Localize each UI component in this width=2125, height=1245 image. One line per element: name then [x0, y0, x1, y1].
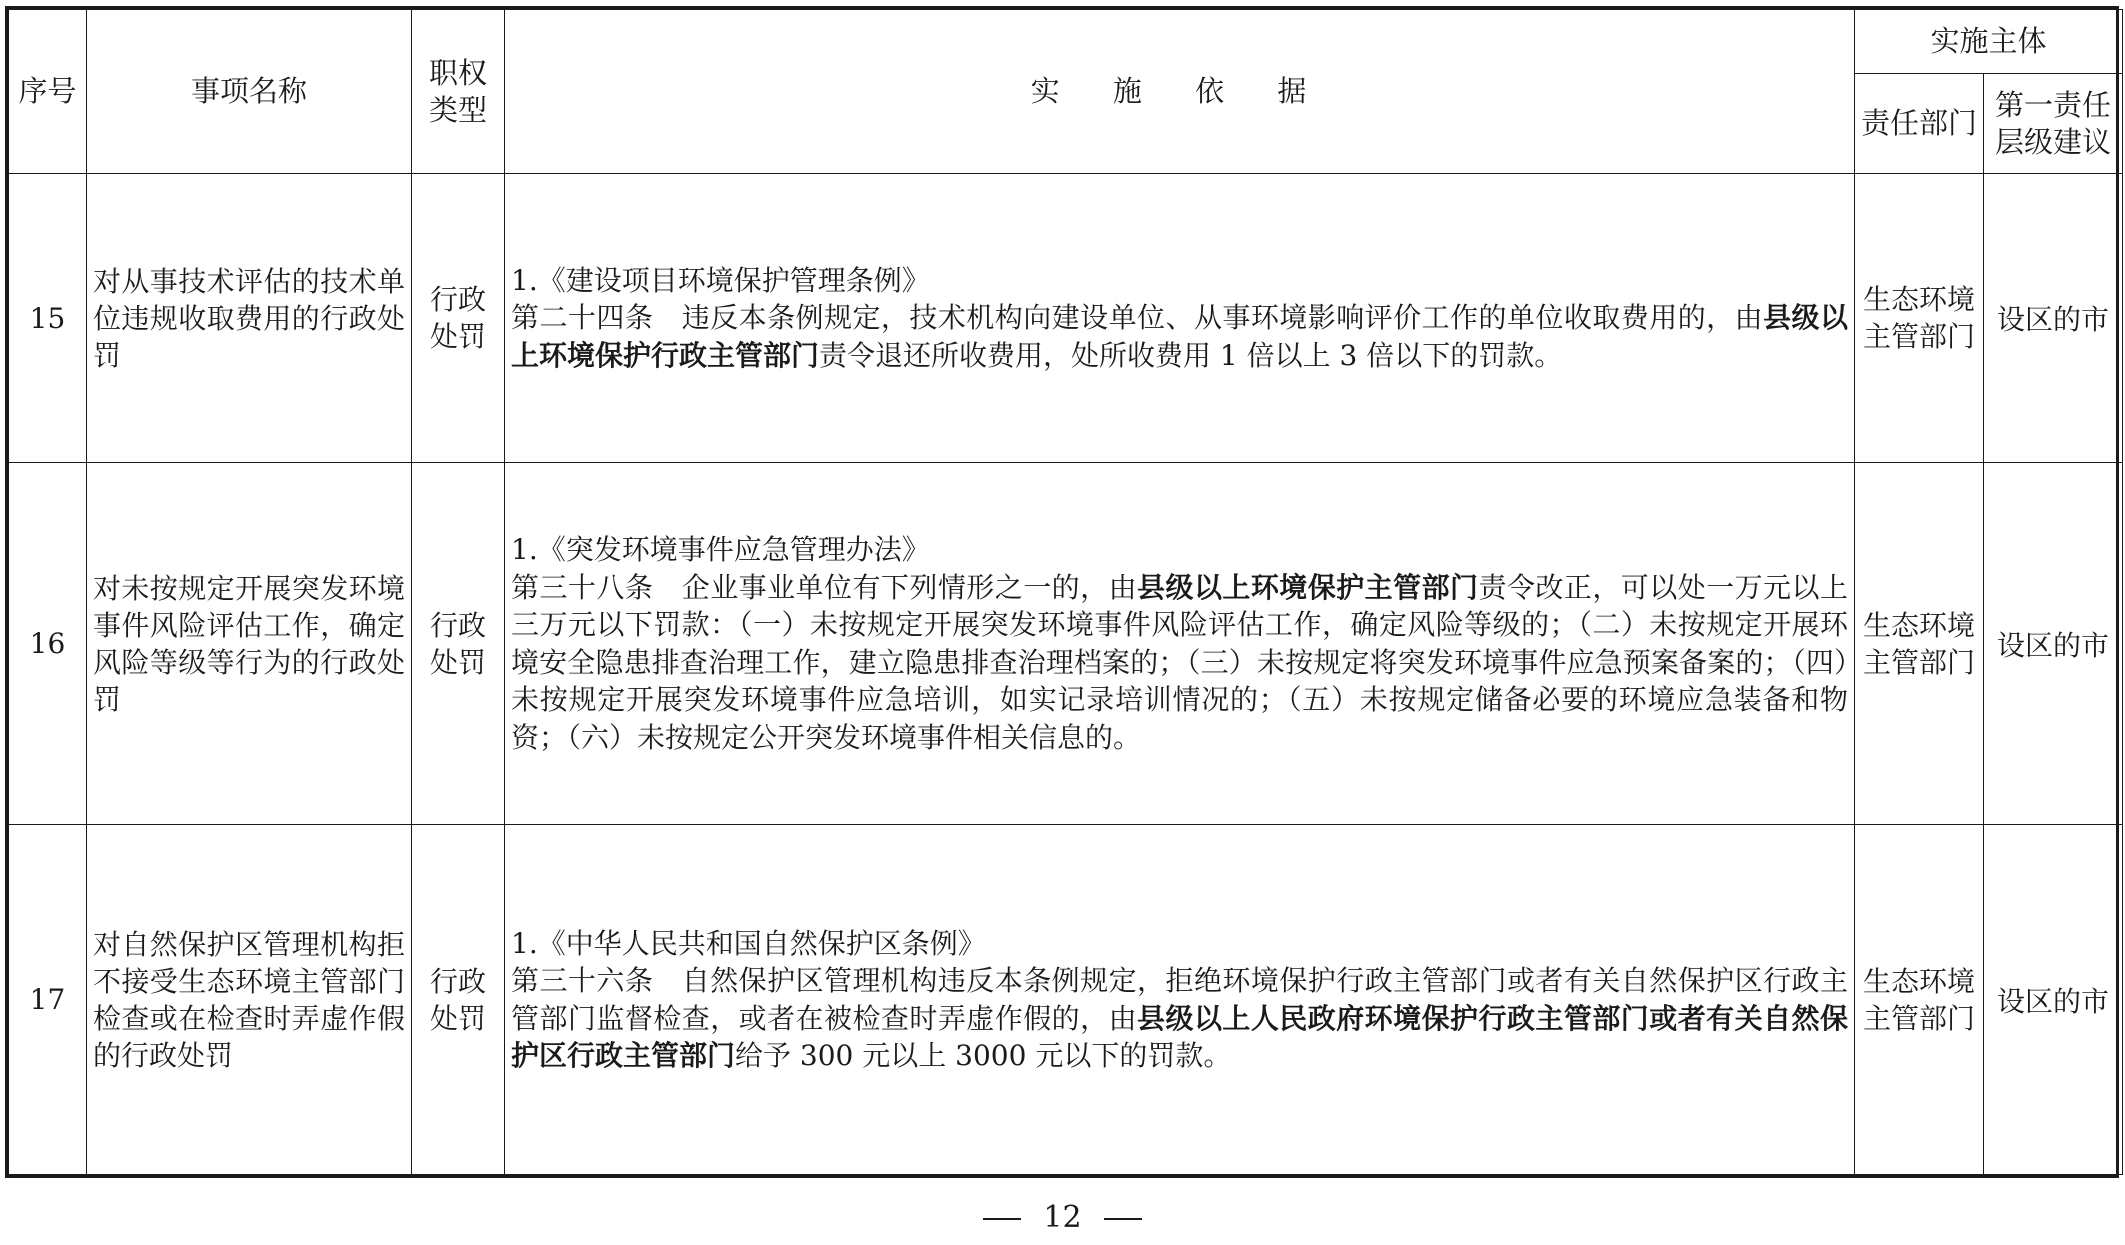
article-authority: 县级以上环境保护主管部门	[1137, 570, 1479, 604]
footer-dash-left	[983, 1218, 1021, 1220]
article-authority: 县级以上人民政府环境保护行政主管部门或者有关自然保护区行政主管部门	[511, 1001, 1848, 1072]
page-number: 12	[1043, 1200, 1082, 1235]
article-text: 第二十四条 违反本条例规定，技术机构向建设单位、从事环境影响评价工作的单位收取费用的，由	[511, 301, 1764, 335]
responsible-dept: 生态环境主管部门	[1855, 463, 1984, 825]
footer-dash-right	[1104, 1218, 1142, 1220]
item-name: 对未按规定开展突发环境事件风险评估工作，确定风险等级等行为的行政处罚	[87, 463, 412, 825]
law-article	[511, 569, 1848, 757]
header-seq: 序号	[9, 10, 87, 174]
table-row	[9, 174, 2123, 463]
responsibility-level: 设区的市	[1984, 825, 2123, 1175]
table-row	[9, 825, 2123, 1175]
header-basis: 实 施 依 据	[505, 10, 1855, 174]
implementation-basis	[505, 825, 1855, 1175]
responsible-dept: 生态环境主管部门	[1855, 825, 1984, 1175]
power-type: 行政处罚	[412, 825, 505, 1175]
header-item-name: 事项名称	[87, 10, 412, 174]
law-title: 1.《中华人民共和国自然保护区条例》	[511, 926, 986, 960]
page-footer	[0, 1200, 2125, 1235]
power-type: 行政处罚	[412, 174, 505, 463]
responsibility-level: 设区的市	[1984, 174, 2123, 463]
header-level: 第一责任层级建议	[1984, 74, 2123, 174]
law-title: 1.《建设项目环境保护管理条例》	[511, 263, 930, 297]
regulation-table-frame	[5, 6, 2119, 1178]
item-name: 对从事技术评估的技术单位违规收取费用的行政处罚	[87, 174, 412, 463]
row-number: 17	[9, 825, 87, 1175]
article-text: 第三十八条 企业事业单位有下列情形之一的，由	[511, 570, 1138, 604]
row-number: 16	[9, 463, 87, 825]
power-type: 行政处罚	[412, 463, 505, 825]
article-authority: 县级以上环境保护行政主管部门	[511, 301, 1848, 372]
law-article	[511, 962, 1848, 1075]
row-number: 15	[9, 174, 87, 463]
header-dept: 责任部门	[1855, 74, 1984, 174]
regulation-table	[8, 9, 2123, 1175]
table-row	[9, 463, 2123, 825]
article-text-cont: 给予 300 元以上 3000 元以下的罚款。	[735, 1039, 1232, 1072]
responsible-dept: 生态环境主管部门	[1855, 174, 1984, 463]
implementation-basis	[505, 463, 1855, 825]
implementation-basis	[505, 174, 1855, 463]
item-name: 对自然保护区管理机构拒不接受生态环境主管部门检查或在检查时弄虚作假的行政处罚	[87, 825, 412, 1175]
article-text-cont: 责令改正，可以处一万元以上三万元以下罚款：（一）未按规定开展突发环境事件风险评估工作，确定风险等级的；（二）未按规定开展环境安全隐患排查治理工作，建立隐患排查治理档案的；（三）未按规定将突发环境事件应急预案备案的；（四）未按规定开展突发环境事件应急培训，如实记录培训情况的；（五）未按规定储备必要的环境应急装备和物资；（六）未按规定公开突发环境事件相关信息的。	[511, 570, 1848, 754]
header-power-type: 职权类型	[412, 10, 505, 174]
responsibility-level: 设区的市	[1984, 463, 2123, 825]
header-subject: 实施主体	[1855, 10, 2123, 74]
law-article	[511, 299, 1848, 374]
law-title: 1.《突发环境事件应急管理办法》	[511, 533, 930, 566]
article-text: 第三十六条 自然保护区管理机构违反本条例规定，拒绝环境保护行政主管部门或者有关自然保护区行政主管部门监督检查，或者在被检查时弄虚作假的，由	[511, 964, 1848, 1035]
article-text-cont: 责令退还所收费用，处所收费用 1 倍以上 3 倍以下的罚款。	[819, 338, 1563, 372]
